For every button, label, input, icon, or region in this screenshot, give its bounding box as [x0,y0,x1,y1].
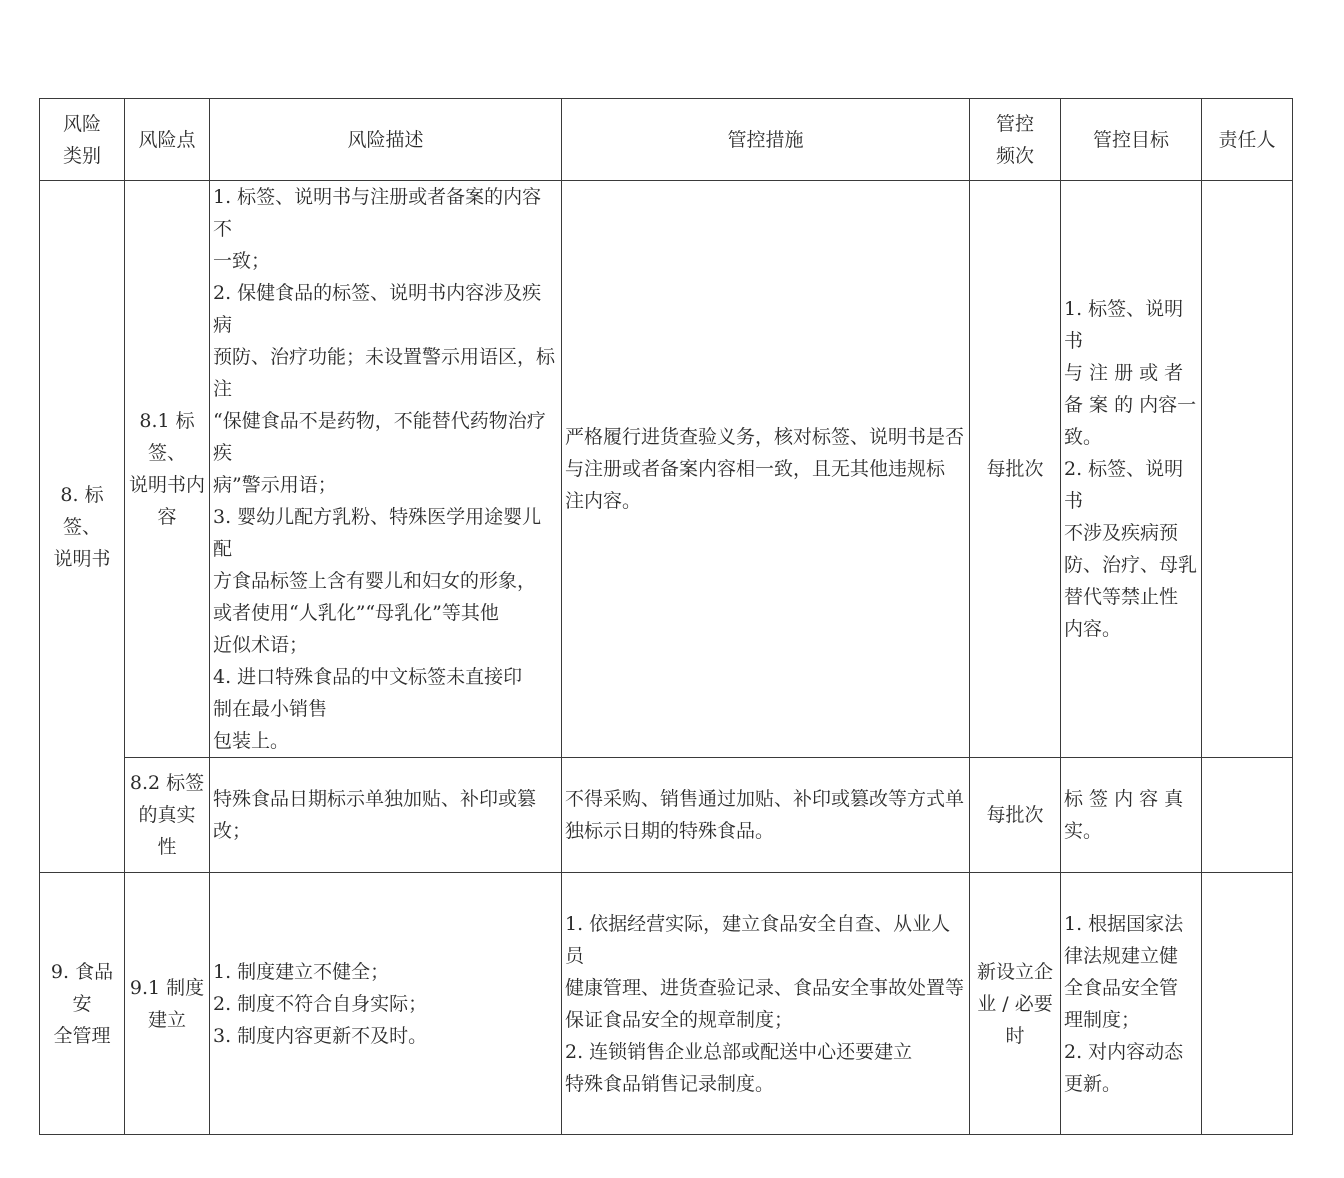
risk-description-line: “保健食品不是药物，不能替代药物治疗疾 [213,410,546,464]
table-row [40,873,1293,1135]
risk-point-cell [125,873,210,1135]
risk-description-line: 预防、治疗功能；未设置警示用语区，标注 [213,346,556,400]
header-row [40,99,1293,181]
risk-description-line: 一致； [213,250,271,272]
risk-point-line: 说明书内 [128,474,205,496]
control-measures-cell [562,758,970,873]
risk-control-table [39,98,1293,1135]
control-frequency-line: 业 / 必要 [977,992,1053,1015]
control-target-line: 替代等禁止性 [1064,586,1179,608]
risk-point-line: 8.1 标签、 [139,410,195,464]
control-frequency-cell [970,758,1061,873]
control-target-cell [1061,873,1202,1135]
header-control-frequency-line: 频次 [995,144,1034,167]
risk-category-line: 说明书 [53,547,111,570]
risk-category-line: 全管理 [53,1024,111,1047]
control-target-cell [1061,181,1202,758]
risk-description-line: 制在最小销售 [213,698,328,720]
header-risk-category-line: 风险 [62,112,101,135]
header-responsible-person: 责任人 [1202,99,1293,181]
risk-description-line: 改； [213,820,252,842]
control-measures-line: 1. 依据经营实际，建立食品安全自查、从业人员 [565,912,951,967]
risk-point-line: 8.2 标签 [129,772,205,794]
header-control-measures: 管控措施 [562,99,970,181]
control-target-line: 更新。 [1064,1072,1122,1095]
header-control-frequency-line: 管控 [995,112,1034,135]
risk-description-line: 2. 制度不符合自身实际； [213,992,428,1015]
control-frequency-cell [970,873,1061,1135]
responsible-person-cell [1202,181,1293,758]
control-measures-cell [562,873,970,1135]
control-target-line: 律法规建立健 [1064,944,1179,967]
risk-description-line: 3. 婴幼儿配方乳粉、特殊医学用途婴儿配 [213,506,542,560]
risk-description-cell [210,873,562,1135]
risk-description-cell [210,181,562,758]
control-measures-line: 健康管理、进货查验记录、食品安全事故处置等 [565,976,965,999]
control-frequency-line: 时 [1005,1024,1025,1047]
risk-description-line: 特殊食品日期标示单独加贴、补印或篡 [213,788,537,810]
control-frequency-line: 每批次 [986,458,1044,480]
risk-description-line: 1. 制度建立不健全； [213,960,390,983]
header-risk-description: 风险描述 [210,99,562,181]
risk-point-cell [125,181,210,758]
control-measures-line: 特殊食品销售记录制度。 [565,1072,775,1095]
risk-point-line: 9.1 制度 [129,976,205,999]
risk-point-cell [125,758,210,873]
control-measures-line: 不得采购、销售通过加贴、补印或篡改等方式单 [565,788,965,810]
control-target-line: 理制度； [1064,1008,1141,1031]
control-target-line: 标 签 内 容 真 [1064,788,1184,810]
risk-description-line: 3. 制度内容更新不及时。 [213,1024,428,1047]
control-target-line: 备 案 的 内容一 [1064,394,1197,416]
control-measures-line: 注内容。 [565,490,642,512]
header-risk-category [40,99,125,181]
responsible-person-cell [1202,758,1293,873]
header-control-target: 管控目标 [1061,99,1202,181]
control-frequency-line: 新设立企 [976,960,1053,983]
control-target-line: 全食品安全管 [1064,976,1179,999]
risk-category-line: 8. 标签、 [60,483,104,538]
risk-point-line: 容 [157,506,177,528]
risk-category-cell [40,873,125,1135]
risk-description-line: 4. 进口特殊食品的中文标签未直接印 [213,666,523,688]
risk-category-cell [40,181,125,873]
risk-description-cell [210,758,562,873]
control-target-line: 1. 标签、说明书 [1064,298,1184,352]
control-frequency-cell [970,181,1061,758]
risk-description-line: 包装上。 [213,730,290,752]
control-target-line: 实。 [1064,820,1103,842]
control-measures-line: 2. 连锁销售企业总部或配送中心还要建立 [565,1040,913,1063]
control-target-line: 不涉及疾病预 [1064,522,1179,544]
control-target-line: 2. 标签、说明书 [1064,458,1184,512]
control-measures-line: 与注册或者备案内容相一致，且无其他违规标 [565,458,946,480]
risk-description-line: 病”警示用语； [213,474,337,496]
control-target-line: 内容。 [1064,618,1122,640]
risk-description-line: 或者使用“人乳化”“母乳化”等其他 [213,602,499,624]
control-target-line: 与 注 册 或 者 [1064,362,1184,384]
risk-description-line: 方食品标签上含有婴儿和妇女的形象， [213,570,537,592]
risk-point-line: 建立 [147,1008,186,1031]
header-risk-category-line: 类别 [62,144,101,167]
control-measures-line: 保证食品安全的规章制度； [565,1008,794,1031]
risk-point-line: 性 [157,836,177,858]
risk-point-line: 的真实 [138,804,196,826]
control-target-line: 防、治疗、母乳 [1064,554,1198,576]
control-measures-line: 严格履行进货查验义务，核对标签、说明书是否 [565,426,965,448]
control-measures-cell [562,181,970,758]
control-measures-line: 独标示日期的特殊食品。 [565,820,775,842]
table-row [40,181,1293,758]
risk-category-line: 9. 食品安 [50,960,114,1015]
table-row [40,758,1293,873]
risk-description-line: 近似术语； [213,634,309,656]
header-control-frequency [970,99,1061,181]
control-target-line: 1. 根据国家法 [1064,912,1184,935]
control-target-line: 2. 对内容动态 [1064,1040,1184,1063]
risk-description-line: 2. 保健食品的标签、说明书内容涉及疾病 [213,282,542,336]
control-target-line: 致。 [1064,426,1103,448]
header-risk-point: 风险点 [125,99,210,181]
risk-description-line: 1. 标签、说明书与注册或者备案的内容不 [213,186,542,240]
control-target-cell [1061,758,1202,873]
responsible-person-cell [1202,873,1293,1135]
control-frequency-line: 每批次 [986,804,1044,826]
